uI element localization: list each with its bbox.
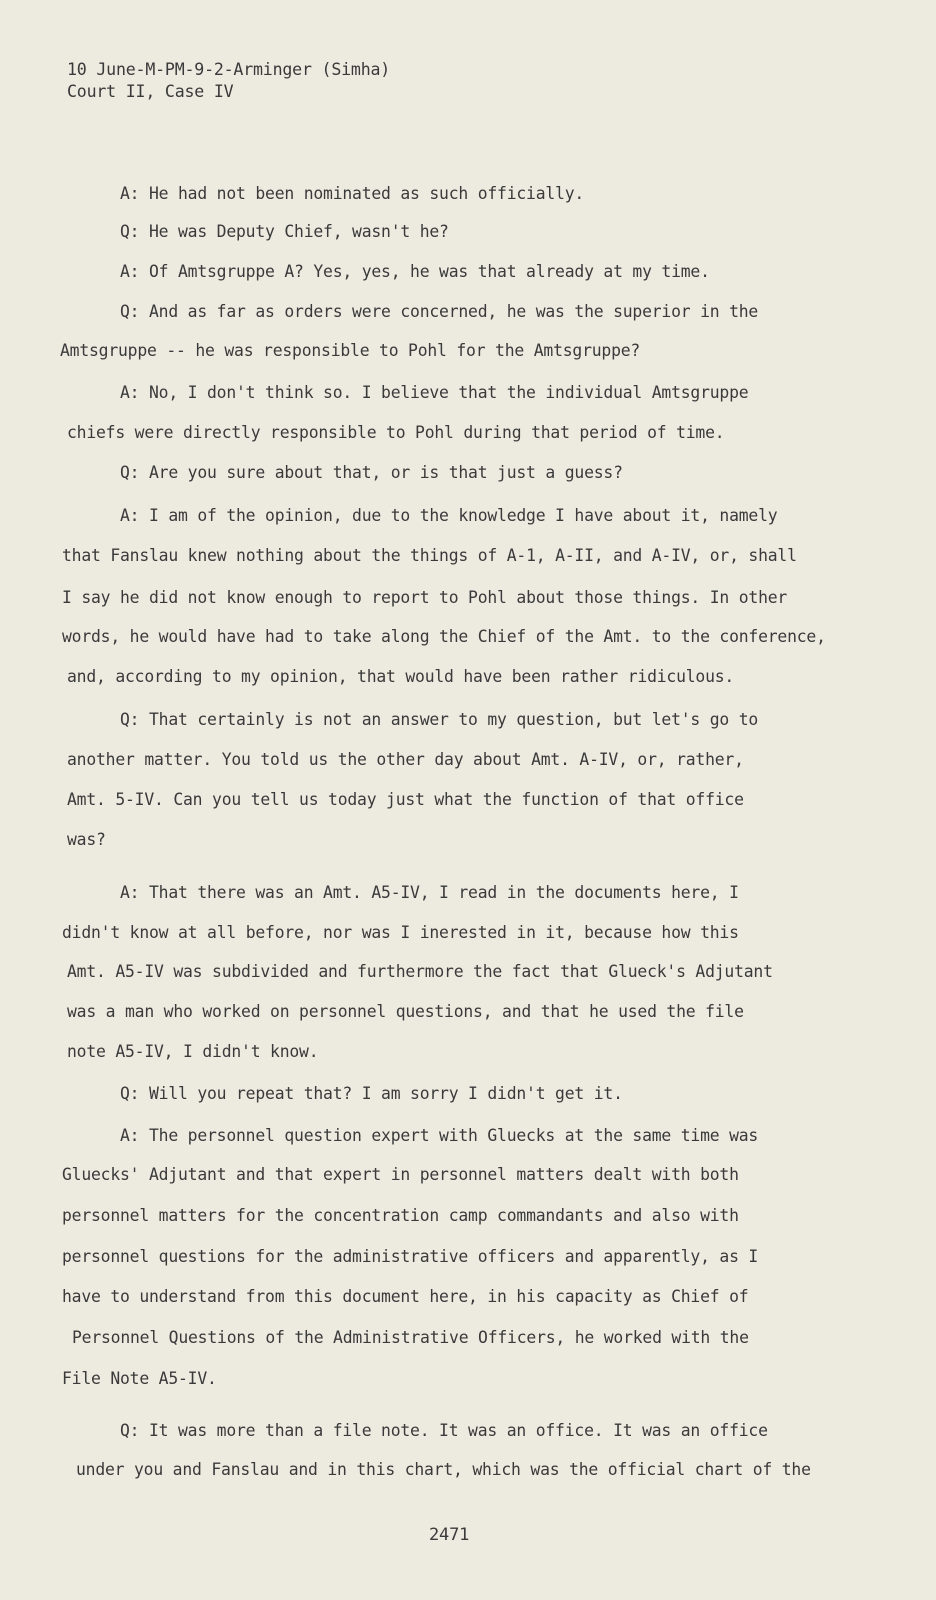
transcript-line: File Note A5-IV.	[62, 1369, 217, 1388]
transcript-line: Q: It was more than a file note. It was an office. It was an office	[120, 1421, 768, 1440]
transcript-line: Q: Are you sure about that, or is that just a guess?	[120, 463, 623, 482]
transcript-line: that Fanslau knew nothing about the things of A-1, A-II, and A-IV, or, shall	[62, 546, 797, 565]
transcript-line: A: He had not been nominated as such officially.	[120, 184, 585, 203]
transcript-line: A: No, I don't think so. I believe that the individual Amtsgruppe	[120, 383, 749, 402]
transcript-line: note A5-IV, I didn't know.	[67, 1042, 319, 1061]
transcript-line: Gluecks' Adjutant and that expert in personnel matters dealt with both	[62, 1165, 739, 1184]
transcript-line: Q: Will you repeat that? I am sorry I didn't get it.	[120, 1084, 623, 1103]
transcript-line: personnel matters for the concentration camp commandants and also with	[62, 1206, 739, 1225]
transcript-line: I say he did not know enough to report to Pohl about those things. In other	[62, 588, 788, 607]
transcript-line: words, he would have had to take along the Chief of the Amt. to the conference,	[62, 627, 826, 646]
transcript-line: another matter. You told us the other day about Amt. A-IV, or, rather,	[67, 750, 744, 769]
page-number: 2471	[429, 1525, 470, 1545]
transcript-line: chiefs were directly responsible to Pohl during that period of time.	[67, 423, 725, 442]
transcript-line: Amt. A5-IV was subdivided and furthermore the fact that Glueck's Adjutant	[67, 962, 773, 981]
transcript-line: and, according to my opinion, that would have been rather ridiculous.	[67, 667, 735, 686]
transcript-line: didn't know at all before, nor was I inerested in it, because how this	[62, 923, 739, 942]
header-line-2: Court II, Case IV	[67, 82, 234, 101]
transcript-line: A: That there was an Amt. A5-IV, I read in the documents here, I	[120, 883, 739, 902]
transcript-line: under you and Fanslau and in this chart, which was the official chart of the	[76, 1460, 811, 1479]
transcript-line: Amtsgruppe -- he was responsible to Pohl for the Amtsgruppe?	[60, 341, 641, 360]
transcript-line: Amt. 5-IV. Can you tell us today just what the function of that office	[67, 790, 744, 809]
header-line-1: 10 June-M-PM-9-2-Arminger (Simha)	[67, 60, 391, 79]
transcript-line: was?	[67, 830, 106, 849]
transcript-line: Personnel Questions of the Administrative Officers, he worked with the	[72, 1328, 749, 1347]
transcript-line: Q: And as far as orders were concerned, he was the superior in the	[120, 302, 759, 321]
transcript-line: Q: He was Deputy Chief, wasn't he?	[120, 222, 449, 241]
transcript-line: was a man who worked on personnel questions, and that he used the file	[67, 1002, 744, 1021]
transcript-line: personnel questions for the administrative officers and apparently, as I	[62, 1247, 759, 1266]
transcript-line: Q: That certainly is not an answer to my question, but let's go to	[120, 710, 759, 729]
transcript-line: have to understand from this document here, in his capacity as Chief of	[62, 1287, 749, 1306]
transcript-line: A: Of Amtsgruppe A? Yes, yes, he was that already at my time.	[120, 262, 710, 281]
transcript-line: A: I am of the opinion, due to the knowledge I have about it, namely	[120, 506, 778, 525]
transcript-line: A: The personnel question expert with Gluecks at the same time was	[120, 1126, 759, 1145]
